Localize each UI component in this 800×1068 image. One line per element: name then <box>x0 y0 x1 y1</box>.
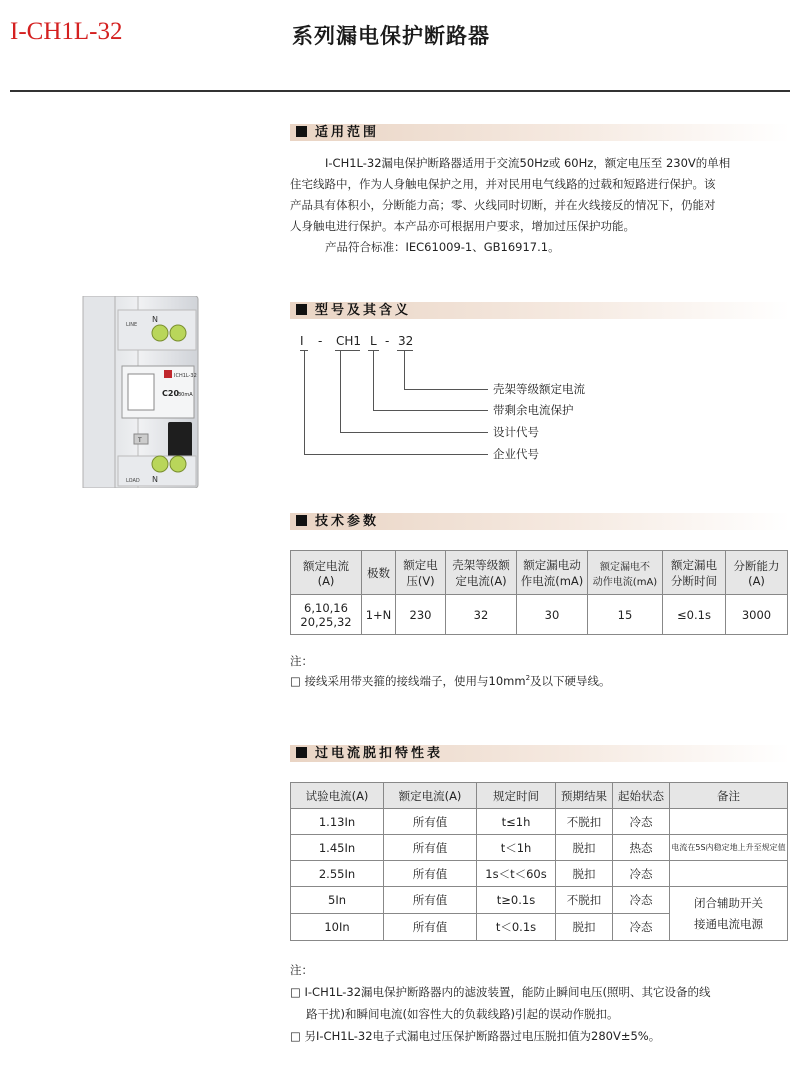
scope-line: 人身触电进行保护。本产品亦可根据用户要求，增加过压保护功能。 <box>290 219 635 233</box>
cell-initial-state: 冷态 <box>613 887 670 914</box>
cell-initial-state: 冷态 <box>613 914 670 941</box>
trip-note: □ I-CH1L-32漏电保护断路器内的滤波装置，能防止瞬间电压(照明、其它设备的线 <box>290 985 711 999</box>
cell-specified-time: t＜0.1s <box>477 914 556 941</box>
cell-initial-state: 冷态 <box>613 861 670 887</box>
section-bullet-icon <box>296 515 307 526</box>
table-row <box>291 887 788 914</box>
table-header-row <box>291 551 788 595</box>
cell-rated-current: 6,10,16 20,25,32 <box>291 595 362 635</box>
meaning-enterprise-code: 企业代号 <box>493 447 539 461</box>
tech-params-table <box>290 550 788 635</box>
tech-note-text: 及以下硬导线。 <box>530 674 611 688</box>
section-tech-heading <box>290 513 790 530</box>
header-leak-nonoperate: 额定漏电不 动作电流(mA) <box>588 551 663 595</box>
terminal-top-label: N <box>152 315 158 324</box>
cell-poles: 1+N <box>362 595 396 635</box>
connector-line <box>304 351 305 454</box>
header-test-current: 试验电流(A) <box>291 783 384 809</box>
connector-line <box>340 351 341 432</box>
header-remarks: 备注 <box>670 783 788 809</box>
meaning-leakage: 带剩余电流保护 <box>493 403 574 417</box>
connector-line <box>340 432 488 433</box>
cell-remarks <box>670 861 788 887</box>
section-title: 过电流脱扣特性表 <box>315 746 444 761</box>
scope-paragraph <box>290 153 796 258</box>
connector-line <box>404 389 488 390</box>
cell-rated-current: 所有值 <box>384 887 477 914</box>
header-rated-current: 额定电流(A) <box>384 783 477 809</box>
header-breaking-capacity: 分断能力 (A) <box>726 551 788 595</box>
cell-leak-nonoperate: 15 <box>588 595 663 635</box>
connector-line <box>373 410 488 411</box>
section-title: 型号及其含义 <box>315 303 412 318</box>
cell-expected-result: 脱扣 <box>556 861 613 887</box>
product-image <box>78 296 203 488</box>
connector-line <box>404 351 405 389</box>
cell-remarks: 电流在5S内稳定地上升至规定值 <box>670 835 788 861</box>
code-underline <box>397 350 413 351</box>
table-row <box>291 835 788 861</box>
cell-remarks <box>670 809 788 835</box>
scope-line: 产品具有体积小，分断能力高；零、火线同时切断，并在火线接反的情况下，仍能对 <box>290 198 716 212</box>
tech-note-title: 注： <box>290 654 313 668</box>
connector-line <box>373 351 374 410</box>
cell-test-current: 2.55In <box>291 861 384 887</box>
code-part-leakage: L <box>370 334 377 348</box>
cell-expected-result: 不脱扣 <box>556 887 613 914</box>
code-underline <box>335 350 360 351</box>
cell-rated-voltage: 230 <box>396 595 446 635</box>
trip-note-continuation: 路干扰)和瞬间电流(如容性大的负载线路)引起的误动作脱扣。 <box>306 1007 619 1021</box>
cell-test-current: 10In <box>291 914 384 941</box>
scope-line: 住宅线路中，作为人身触电保护之用，并对民用电气线路的过载和短路进行保护。该 <box>290 177 716 191</box>
section-trip-heading <box>290 745 790 762</box>
rating-label: C20 <box>162 389 180 398</box>
trip-characteristics-table <box>290 782 788 941</box>
cell-specified-time: t≤1h <box>477 809 556 835</box>
cell-rated-current: 所有值 <box>384 861 477 887</box>
tech-note-superscript: 2 <box>525 674 531 683</box>
code-part-enterprise: I <box>300 334 304 348</box>
cell-merged-remarks: 闭合辅助开关 接通电流电源 <box>670 887 788 941</box>
scope-standard: 产品符合标准：IEC61009-1、GB16917.1。 <box>325 240 560 254</box>
cell-initial-state: 冷态 <box>613 809 670 835</box>
section-model-heading <box>290 302 790 319</box>
cell-test-current: 1.45In <box>291 835 384 861</box>
cell-frame-current: 32 <box>446 595 517 635</box>
header-poles: 极数 <box>362 551 396 595</box>
code-part-current: 32 <box>398 334 414 348</box>
table-header-row <box>291 783 788 809</box>
cell-expected-result: 不脱扣 <box>556 809 613 835</box>
table-row <box>291 861 788 887</box>
cell-rated-current: 所有值 <box>384 914 477 941</box>
header-rated-current: 额定电流 (A) <box>291 551 362 595</box>
section-scope-heading <box>290 124 790 141</box>
header-frame-current: 壳架等级额 定电流(A) <box>446 551 517 595</box>
section-title: 适用范围 <box>315 125 380 140</box>
table-row <box>291 595 788 635</box>
cell-specified-time: t＜1h <box>477 835 556 861</box>
series-title: 系列漏电保护断路器 <box>292 23 490 48</box>
meaning-design-code: 设计代号 <box>493 425 539 439</box>
breaker-illustration <box>78 296 203 488</box>
cell-rated-current: 所有值 <box>384 809 477 835</box>
code-part-dash: - <box>385 334 390 348</box>
section-bullet-icon <box>296 126 307 137</box>
table-row <box>291 809 788 835</box>
cell-expected-result: 脱扣 <box>556 914 613 941</box>
header-expected-result: 预期结果 <box>556 783 613 809</box>
header-initial-state: 起始状态 <box>613 783 670 809</box>
section-bullet-icon <box>296 304 307 315</box>
header-divider <box>10 90 790 92</box>
cell-test-current: 1.13In <box>291 809 384 835</box>
code-part-dash: - <box>318 334 323 348</box>
model-code: I-CH1L-32 <box>10 18 123 45</box>
cell-test-current: 5In <box>291 887 384 914</box>
header-rated-voltage: 额定电 压(V) <box>396 551 446 595</box>
cell-breaking-capacity: 3000 <box>726 595 788 635</box>
scope-line: I-CH1L-32漏电保护断路器适用于交流50Hz或 60Hz，额定电压至 230V的单相 <box>325 156 731 170</box>
cell-specified-time: t≥0.1s <box>477 887 556 914</box>
cell-expected-result: 脱扣 <box>556 835 613 861</box>
sensitivity-label: 30mA <box>178 392 193 398</box>
cell-specified-time: 1s＜t＜60s <box>477 861 556 887</box>
brand-label: ICH1L-32 <box>174 373 197 379</box>
test-label: T <box>138 437 142 444</box>
trip-note: □ 另I-CH1L-32电子式漏电过压保护断路器过电压脱扣值为280V±5%。 <box>290 1029 661 1043</box>
brand-logo-icon <box>164 370 172 378</box>
header-leak-operate: 额定漏电动 作电流(mA) <box>517 551 588 595</box>
line-label: LINE <box>126 322 138 328</box>
header-break-time: 额定漏电 分断时间 <box>663 551 726 595</box>
connector-line <box>304 454 488 455</box>
cell-leak-operate: 30 <box>517 595 588 635</box>
section-bullet-icon <box>296 747 307 758</box>
tech-note <box>290 673 611 689</box>
cell-rated-current: 所有值 <box>384 835 477 861</box>
section-title: 技术参数 <box>315 514 380 529</box>
terminal-bottom-label: N <box>152 475 158 484</box>
code-part-design: CH1 <box>336 334 362 348</box>
cell-break-time: ≤0.1s <box>663 595 726 635</box>
trip-note-title: 注： <box>290 963 313 977</box>
meaning-frame-current: 壳架等级额定电流 <box>493 382 585 396</box>
load-label: LOAD <box>126 478 140 484</box>
header-specified-time: 规定时间 <box>477 783 556 809</box>
cell-initial-state: 热态 <box>613 835 670 861</box>
tech-note-text: □ 接线采用带夹箍的接线端子，使用与10mm <box>290 674 526 688</box>
